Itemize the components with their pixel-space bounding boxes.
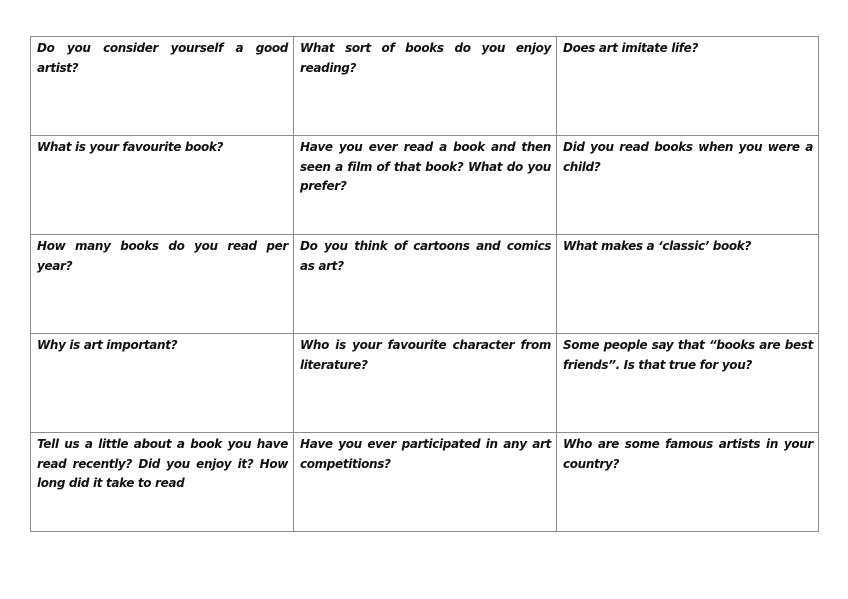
question-cell bbox=[31, 136, 294, 235]
question-text: Why is art important? bbox=[37, 338, 178, 352]
question-cell bbox=[557, 37, 819, 136]
question-text: Does art imitate life? bbox=[563, 41, 699, 55]
question-text: Have you ever read a book and then seen a film of that book? What do you prefer? bbox=[300, 140, 551, 193]
question-text: How many books do you read per year? bbox=[37, 239, 288, 273]
question-cell bbox=[294, 37, 557, 136]
question-text: Do you consider yourself a good artist? bbox=[37, 41, 288, 75]
question-cell bbox=[294, 334, 557, 433]
question-text: Tell us a little about a book you have read recently? Did you enjoy it? How long did it take to read bbox=[37, 437, 288, 490]
question-text: Have you ever participated in any art competitions? bbox=[300, 437, 551, 471]
question-cell bbox=[31, 433, 294, 532]
question-cell bbox=[31, 334, 294, 433]
question-cell bbox=[557, 334, 819, 433]
grid-row-2 bbox=[31, 136, 819, 235]
question-text: Who is your favourite character from literature? bbox=[300, 338, 551, 372]
question-cell bbox=[294, 433, 557, 532]
question-cell bbox=[557, 136, 819, 235]
question-cell bbox=[294, 235, 557, 334]
grid-row-3 bbox=[31, 235, 819, 334]
question-cell bbox=[31, 235, 294, 334]
question-text: Do you think of cartoons and comics as art? bbox=[300, 239, 551, 273]
question-text: Some people say that “books are best friends”. Is that true for you? bbox=[563, 338, 813, 372]
question-cell bbox=[294, 136, 557, 235]
grid-row-5 bbox=[31, 433, 819, 532]
question-grid bbox=[30, 36, 819, 532]
question-cell bbox=[31, 37, 294, 136]
grid-row-4 bbox=[31, 334, 819, 433]
question-cell bbox=[557, 433, 819, 532]
grid-row-1 bbox=[31, 37, 819, 136]
question-cell bbox=[557, 235, 819, 334]
question-text: What sort of books do you enjoy reading? bbox=[300, 41, 551, 75]
question-text: What is your favourite book? bbox=[37, 140, 224, 154]
question-text: Did you read books when you were a child? bbox=[563, 140, 813, 174]
question-text: Who are some famous artists in your country? bbox=[563, 437, 813, 471]
question-text: What makes a ‘classic’ book? bbox=[563, 239, 752, 253]
